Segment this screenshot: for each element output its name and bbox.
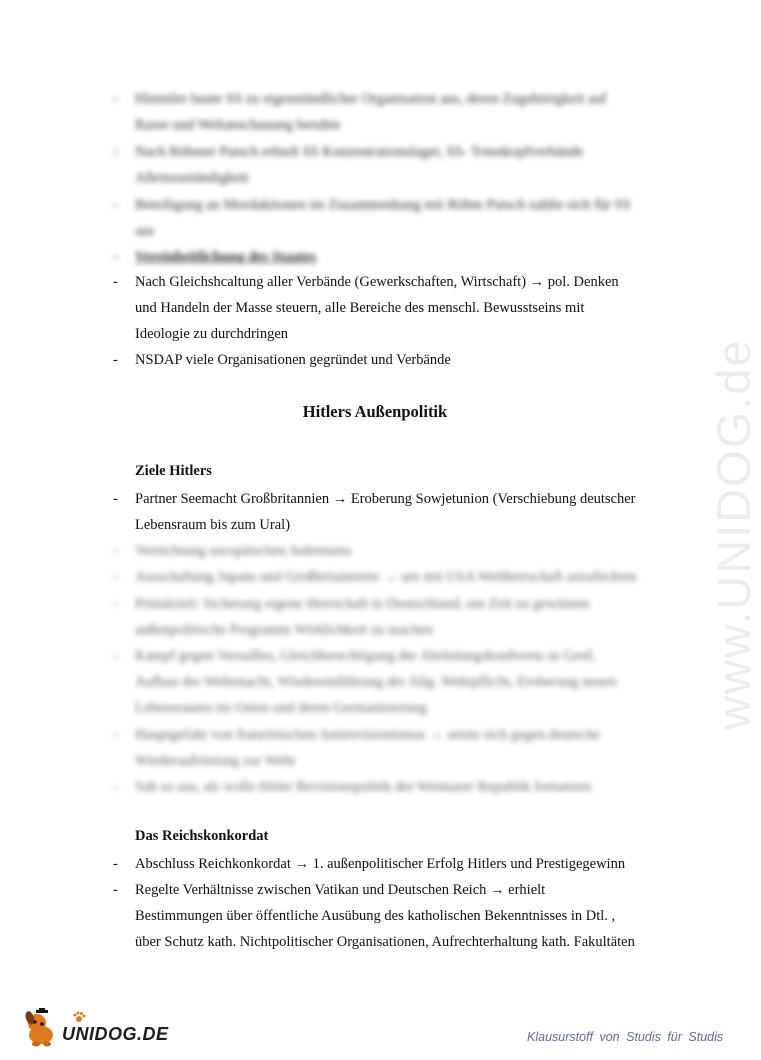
bullet-line: Regelte Verhältnisse zwischen Vatikan und Deutschen Reich → erhielt [135, 882, 546, 898]
bullet-dash: - [113, 249, 118, 265]
blurred-line: Beteiligung an Mordaktionen im Zusammenhang mit Röhm Putsch zahlte sich für SS [135, 197, 631, 213]
unidog-logo[interactable] [22, 1008, 169, 1048]
logo-text: UNIDOG.DE [62, 1024, 169, 1044]
bullet-dash: - [113, 569, 118, 585]
blurred-line: Rasse und Weltanschauung beruhte [135, 117, 341, 133]
bullet-dash: - [113, 352, 118, 368]
bullet-line: und Handeln der Masse steuern, alle Bereiche des menschl. Bewusstseins mit [135, 300, 585, 316]
blurred-line: Hauptgefahr von französischen Antirevisionismus → setzte sich gegen deutsche [135, 727, 600, 743]
bullet-dash: - [113, 727, 118, 743]
footer-slogan: Klausurstoff von Studis für Studis [527, 1030, 724, 1044]
blurred-line: Sah so aus, als wolle Hitler Revisionspolitik der Weimarer Republik fortsetzen [135, 779, 592, 795]
bullet-line: Partner Seemacht Großbritannien → Eroberung Sowjetunion (Verschiebung deutscher [135, 491, 636, 507]
bullet-dash: - [113, 91, 118, 107]
bullet-dash: - [113, 274, 118, 290]
blurred-line: Wiederaufrüstung zur Wehr [135, 753, 296, 769]
blurred-heading: Vereinheitlichung des Staates [135, 249, 317, 265]
blurred-line: Kampf gegen Versailles, Gleichberechtigung der Abrüstungskonferenz in Genf, [135, 648, 596, 664]
bullet-dash: - [113, 197, 118, 213]
bullet-dash: - [113, 144, 118, 160]
section-title: Hitlers Außenpolitik [302, 402, 448, 421]
blurred-line: Lebensraums im Osten und deren Germanisierung [135, 700, 427, 716]
blurred-line: außenpolitische Programm Wirklichkeit zu machen [135, 622, 433, 638]
subsection-heading: Ziele Hitlers [135, 463, 212, 479]
bullet-line: Nach Gleichshcaltung aller Verbände (Gewerkschaften, Wirtschaft) → pol. Denken [135, 274, 619, 290]
paw-icon [72, 1010, 86, 1024]
blurred-line: Himmler baute SS zu eigenständlicher Organisation aus, deren Zugehörigkeit auf [135, 91, 607, 107]
blurred-line: aus [135, 223, 155, 239]
bullet-dash: - [113, 596, 118, 612]
bullet-dash: - [113, 856, 118, 872]
bullet-dash: - [113, 779, 118, 795]
bullet-dash: - [113, 648, 118, 664]
dog-mascot-icon [22, 1008, 64, 1048]
blurred-line: Vernichtung europäischen Judentums [135, 543, 352, 559]
bullet-line: Abschluss Reichkonkordat → 1. außenpolitischer Erfolg Hitlers und Prestigegewinn [135, 856, 626, 872]
bullet-line: Lebensraum bis zum Ural) [135, 517, 291, 533]
bullet-line: NSDAP viele Organisationen gegründet und Verbände [135, 352, 451, 368]
subsection-heading: Das Reichskonkordat [135, 828, 269, 844]
blurred-line: Aufbau der Wehrmacht, Wiedereinführung der Allg. Wehrpflicht, Eroberung neuen [135, 674, 617, 690]
bullet-dash: - [113, 491, 118, 507]
bullet-line: Ideologie zu durchdringen [135, 326, 289, 342]
blurred-line: Primärziel: Sicherung eigene Herrschaft in Deutschland, um Zeit zu gewinnen [135, 596, 590, 612]
blurred-line: Ausschaltung Japans und Großbritanniens → um mit USA Weltherrschaft anzufechten [135, 569, 637, 585]
bullet-dash: - [113, 882, 118, 898]
watermark-text: www.UNIDOG.de [707, 338, 760, 730]
blurred-line: Nach Röhmer Putsch erhielt SS Konzentrationslager, SS- Totenkopfverbände [135, 144, 584, 160]
bullet-line: über Schutz kath. Nichtpolitischer Organisationen, Aufrechterhaltung kath. Fakultäten [135, 934, 635, 950]
bullet-dash: - [113, 543, 118, 559]
bullet-line: Bestimmungen über öffentliche Ausübung des katholischen Bekenntnisses in Dtl. , [135, 908, 616, 924]
blurred-line: Alleinzuständigkeit [135, 170, 249, 186]
